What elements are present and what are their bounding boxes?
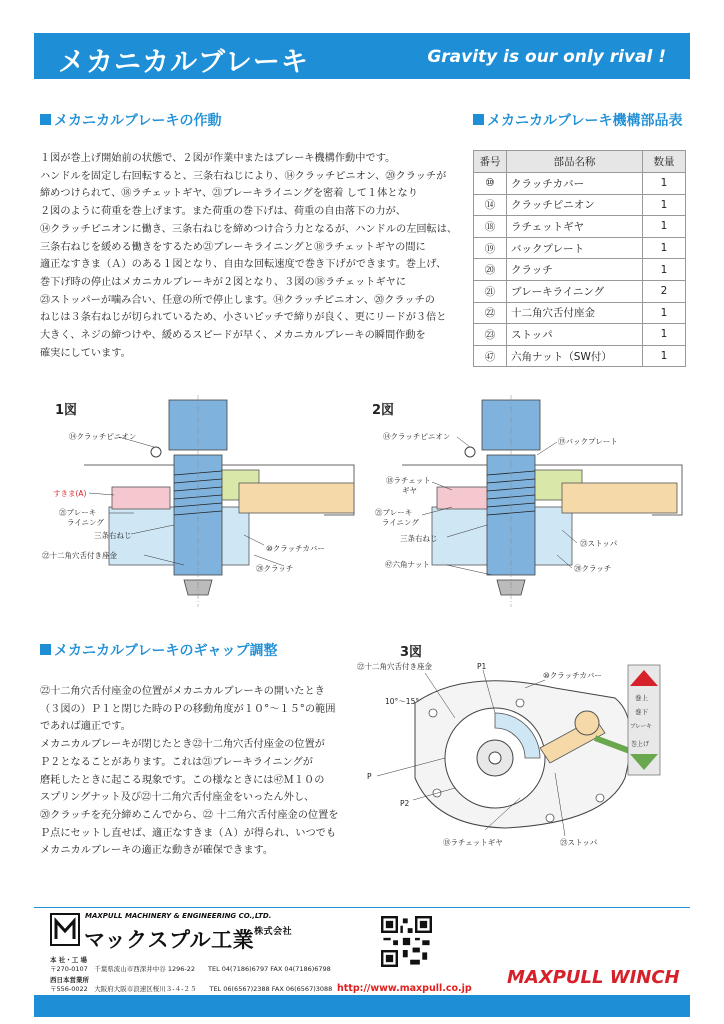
callout-lining2: ライニング <box>382 518 419 527</box>
sign-down-text: 巻下 <box>635 708 648 716</box>
cell-name: ストッパ <box>507 324 643 346</box>
cell-qty: 1 <box>643 345 686 367</box>
callout-backplate: ⑲バックプレート <box>558 437 618 446</box>
tagline: Gravity is our only rival ! <box>427 47 666 67</box>
paragraph-line: １図が巻上げ開始前の状態で、２図が作業中またはブレーキ機構作動中です。 <box>40 153 396 164</box>
callout-gap: すきま(A) <box>53 489 87 498</box>
sign-brake-text: ブレーキ <box>630 724 652 730</box>
callout-p1: P1 <box>477 662 487 671</box>
shaft-shape <box>562 483 677 513</box>
section-gap-body <box>40 683 340 860</box>
paragraph-line: 確実にしています。 <box>40 347 131 359</box>
table-row <box>474 280 686 302</box>
paragraph-line: ⑳クラッチを充分締めこんでから、㉒ 十二角穴舌付座金の位置を <box>40 809 339 821</box>
callout-ratchet: ⑱ラチェット <box>386 476 431 485</box>
cell-name: クラッチピニオン <box>507 194 643 216</box>
paragraph-line: 磨耗したときに起こる現象です。この様なときには㊼Ｍ１０の <box>40 774 325 786</box>
stopper-pivot-shape <box>575 711 599 735</box>
shaft-shape <box>239 483 354 513</box>
callout-washer: ㉒十二角穴舌付き座金 <box>357 662 432 671</box>
callout-clutch: ⑳クラッチ <box>574 564 612 573</box>
section-action-body <box>40 150 458 362</box>
cell-qty: 1 <box>643 324 686 346</box>
cell-no: ⑳ <box>474 259 507 281</box>
figure2-diagram <box>362 395 692 610</box>
table-row <box>474 345 686 367</box>
paragraph-line: ２図のように荷重を巻上げます。また荷重の巻下げは、荷重の自由落下の力が、 <box>40 206 406 218</box>
cell-no: ⑩ <box>474 173 507 195</box>
cell-qty: 1 <box>643 237 686 259</box>
square-bullet-icon <box>473 114 484 125</box>
table-row <box>474 302 686 324</box>
cell-name: ブレーキライニング <box>507 280 643 302</box>
callout-lining: ㉑ブレーキ <box>375 508 413 517</box>
paragraph-line: であれば適正です。 <box>40 721 131 733</box>
paragraph-line: 巻下げ時の停止はメカニカルブレーキが２図となり、３図の⑱ラチェットギヤに <box>40 276 407 288</box>
brake-lining-shape <box>112 487 170 509</box>
paragraph-line: 締めつけられて、⑱ラチェットギヤ、㉑ブレーキライニングを密着 して１体となり <box>40 188 418 200</box>
company-logo-icon <box>50 913 80 946</box>
hq-label: 本 社・工 場 <box>50 956 88 964</box>
section-gap-title: メカニカルブレーキのギャップ調整 <box>40 640 277 660</box>
callout-p2: P2 <box>400 799 410 808</box>
ball-icon <box>465 447 475 457</box>
paragraph-line: ⑭クラッチピニオンに働き、三条右ねじを締めつけ合う力となるが、ハンドルの左回転は、 <box>40 223 458 235</box>
cell-no: ⑲ <box>474 237 507 259</box>
paragraph-line: ねじは３条右ねじが切られているため、小さいピッチで締りが良く、更にリードが３倍と <box>40 312 447 324</box>
cell-no: ⑭ <box>474 194 507 216</box>
paragraph-line: ㉓ストッパーが噛み合い、任意の所で停止します。⑭クラッチピニオン、⑳クラッチの <box>40 294 435 306</box>
cell-no: ㊼ <box>474 345 507 367</box>
table-row <box>474 173 686 195</box>
callout-stopper: ㉓ストッパ <box>580 539 618 548</box>
paragraph-line: Ｐ２となることがあります。これは㉑ブレーキライニングが <box>40 756 313 768</box>
table-header-row <box>474 151 686 173</box>
paragraph-line: Ｐ点にセットし直せば、適正なすきま（Ａ）が得られ、いつでも <box>40 827 337 839</box>
cell-name: クラッチ <box>507 259 643 281</box>
cell-qty: 1 <box>643 194 686 216</box>
paragraph-line: メカニカルブレーキの適正な動きが確保できます。 <box>40 845 274 857</box>
figure3-diagram <box>355 658 690 853</box>
paragraph-line: 適正なすきま（Ａ）のある１図となり、自由な回転速度で巻き下げができます。巻上げ、 <box>40 259 447 271</box>
brand-logo: MAXPULL WINCH <box>507 967 680 988</box>
hub-center-icon <box>489 752 501 764</box>
qr-code-icon <box>381 916 432 967</box>
parts-table <box>473 150 686 367</box>
paragraph-line: （３図の）Ｐ１と閉じた時のＰの移動角度が１０°～１５°の範囲 <box>40 703 336 715</box>
figure1-diagram <box>34 395 364 610</box>
paragraph-line: 大きく、ネジの締つけや、緩めるスピードが早く、メカニカルブレーキの瞬間作動を <box>40 330 426 342</box>
callout-lining: ㉑ブレーキ <box>59 508 97 517</box>
website-link[interactable]: http://www.maxpull.co.jp <box>337 983 472 994</box>
figure3-label: 3図 <box>400 645 423 660</box>
callout-lining2: ライニング <box>67 518 104 527</box>
cell-qty: 2 <box>643 280 686 302</box>
callout-pinion: ⑭クラッチピニオン <box>69 432 137 441</box>
paragraph-line: ㉒十二角穴舌付座金の位置がメカニカルブレーキの開いたとき <box>40 686 325 697</box>
square-bullet-icon <box>40 644 51 655</box>
cell-qty: 1 <box>643 216 686 238</box>
cell-name: 十二角穴舌付座金 <box>507 302 643 324</box>
header-cell-qty: 数量 <box>643 151 686 173</box>
callout-cover: ⑩クラッチカバー <box>543 671 602 680</box>
page-title: メカニカルブレーキ <box>58 47 309 78</box>
header-cell-no: 番号 <box>474 151 507 173</box>
paragraph-line: メカニカルブレーキが閉じたとき㉒十二角穴舌付座金の位置が <box>40 739 325 751</box>
west-office-address: 〒556-0022 大阪府大阪市浪速区桜川３-４-２５ TEL 06(6567)2388 FAX 06(6567)3088 <box>50 985 333 993</box>
cell-name: バックプレート <box>507 237 643 259</box>
cell-qty: 1 <box>643 302 686 324</box>
paragraph-line: 三条右ねじを緩める働きをするため㉑ブレーキライニングと⑱ラチェットギヤの間に <box>40 241 426 253</box>
square-bullet-icon <box>40 114 51 125</box>
sign-up-text: 巻上 <box>635 694 648 702</box>
cell-qty: 1 <box>643 259 686 281</box>
figure1-label: 1図 <box>55 403 78 418</box>
section-action-title: メカニカルブレーキの作動 <box>40 110 221 130</box>
footer-divider <box>34 907 690 908</box>
callout-ratchet: ⑱ラチェットギヤ <box>443 838 503 847</box>
callout-ratchet2: ギヤ <box>402 486 417 495</box>
cell-qty: 1 <box>643 173 686 195</box>
paragraph-line: ハンドルを固定し右回転すると、三条右ねじにより、⑭クラッチピニオン、⑳クラッチが <box>40 170 447 182</box>
table-row <box>474 259 686 281</box>
callout-angle: 10°〜15° <box>385 697 420 706</box>
cell-no: ⑱ <box>474 216 507 238</box>
paragraph-line: スプリングナット及び㉒十二角穴舌付座金をいったん外し、 <box>40 792 315 804</box>
header-cell-name: 部品名称 <box>507 151 643 173</box>
callout-washer: ㉒十二角穴舌付き座金 <box>42 551 117 560</box>
table-row <box>474 324 686 346</box>
cell-name: ラチェットギヤ <box>507 216 643 238</box>
cell-name: 六角ナット（SW付） <box>507 345 643 367</box>
brake-lining-shape <box>437 487 492 509</box>
sign-wind-text: 巻上げ <box>631 741 650 748</box>
table-row <box>474 216 686 238</box>
cell-no: ㉓ <box>474 324 507 346</box>
callout-p: P <box>367 772 372 781</box>
cell-no: ㉑ <box>474 280 507 302</box>
company-suffix: 株式会社 <box>254 927 293 937</box>
callout-screw: 三条右ねじ <box>94 531 132 540</box>
parts-table-title: メカニカルブレーキ機構部品表 <box>473 110 682 130</box>
company-name-en: MAXPULL MACHINERY & ENGINEERING CO.,LTD. <box>85 912 272 920</box>
callout-screw: 三条右ねじ <box>400 534 438 543</box>
west-office-label: 西日本営業所 <box>50 976 89 984</box>
ball-icon <box>151 447 161 457</box>
callout-pinion: ⑭クラッチピニオン <box>383 432 451 441</box>
cell-name: クラッチカバー <box>507 173 643 195</box>
hq-address: 〒270-0107 千葉県流山市西深井中谷 1296-22 TEL 04(7186)6797 FAX 04(7186)6798 <box>50 965 331 973</box>
cell-no: ㉒ <box>474 302 507 324</box>
footer-bar <box>34 995 690 1017</box>
callout-clutch: ⑳クラッチ <box>256 564 294 573</box>
callout-cover: ⑩クラッチカバー <box>266 544 325 553</box>
table-row <box>474 194 686 216</box>
company-name-jp: マックスプル工業$^{株式会社}$ <box>84 927 293 952</box>
table-row <box>474 237 686 259</box>
figure2-label: 2図 <box>372 403 395 418</box>
callout-nut: ㊼六角ナット <box>385 560 430 569</box>
callout-stopper: ㉓ストッパ <box>560 838 598 847</box>
